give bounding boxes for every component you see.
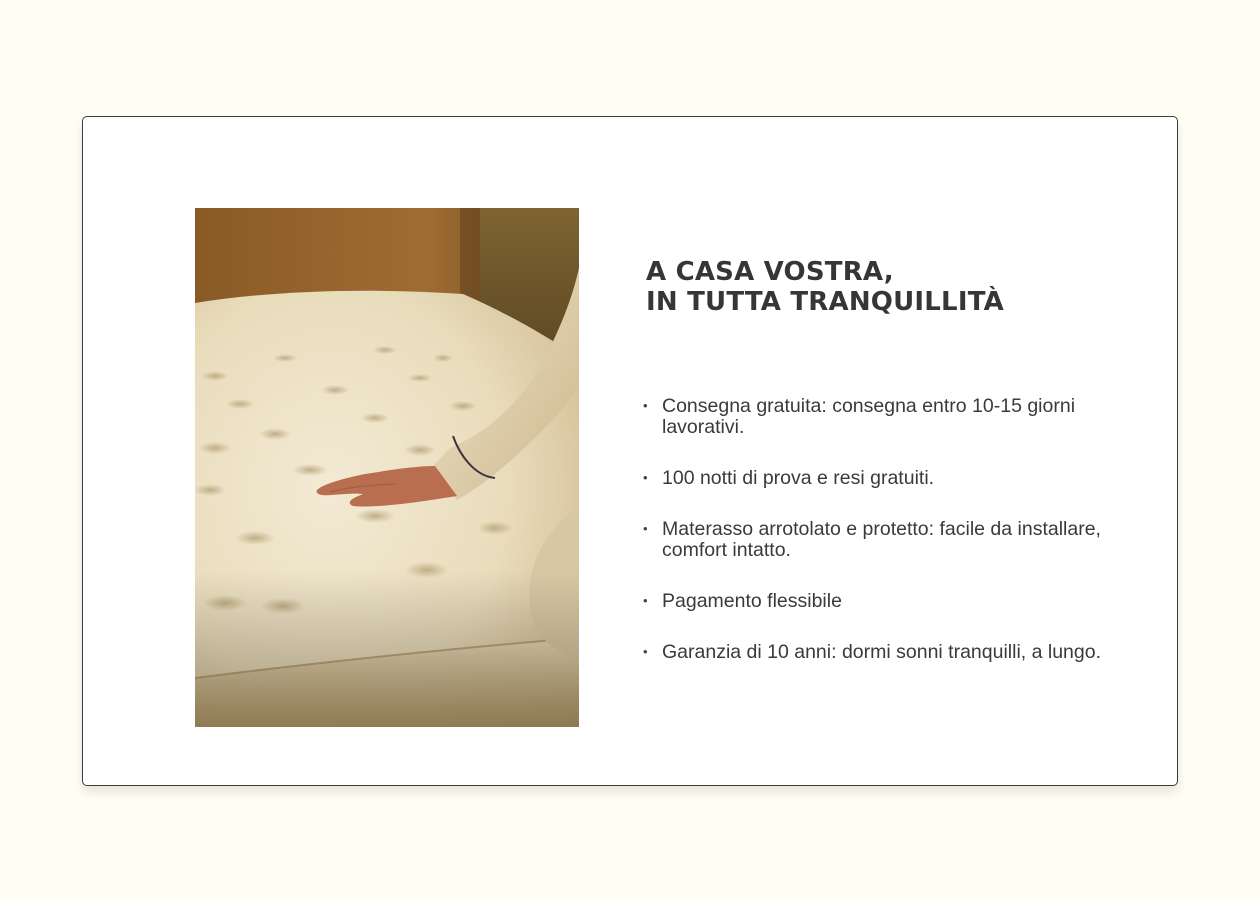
feature-text: Pagamento flessibile (662, 590, 842, 612)
feature-item-free-delivery (643, 396, 1103, 438)
bullet-icon: • (643, 644, 648, 659)
bullet-icon: • (643, 521, 648, 536)
feature-item-trial-nights (643, 468, 1103, 489)
section-title-line-1: A CASA VOSTRA, (646, 257, 894, 287)
mattress-photo (195, 208, 579, 727)
feature-list (643, 396, 1103, 693)
feature-card (82, 116, 1178, 786)
feature-item-rolled-mattress (643, 519, 1103, 561)
feature-item-flexible-payment (643, 591, 1103, 612)
bullet-icon: • (643, 398, 648, 413)
feature-text: Garanzia di 10 anni: dormi sonni tranquilli, a lungo. (662, 641, 1102, 663)
bullet-icon: • (643, 593, 648, 608)
feature-text: Consegna gratuita: consegna entro 10-15 giorni lavorativi. (662, 395, 1076, 438)
section-title-line-2: IN TUTTA TRANQUILLITÀ (646, 287, 1004, 317)
section-title (646, 257, 1004, 317)
feature-text: 100 notti di prova e resi gratuiti. (662, 467, 935, 489)
bullet-icon: • (643, 470, 648, 485)
feature-item-warranty (643, 642, 1103, 663)
feature-text: Materasso arrotolato e protetto: facile da installare, comfort intatto. (662, 518, 1101, 561)
